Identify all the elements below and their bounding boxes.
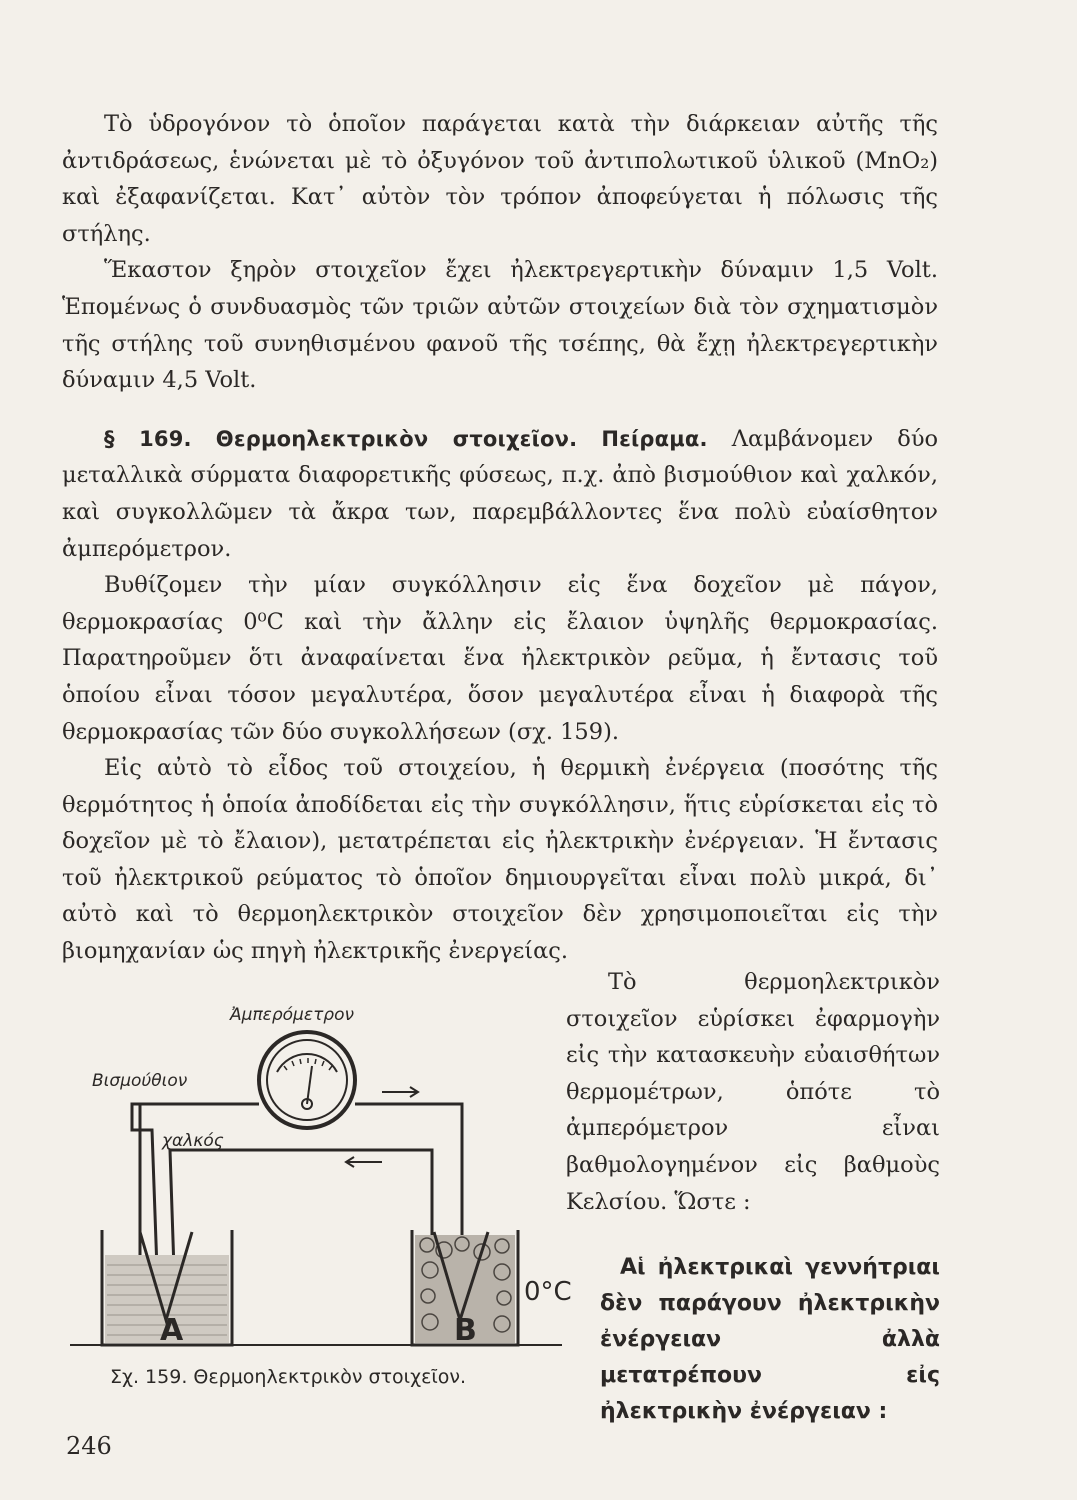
section-number: § 169. <box>104 426 192 451</box>
page-number: 246 <box>66 1432 112 1460</box>
label-b: B <box>454 1313 477 1348</box>
section-169 <box>62 421 938 567</box>
thermocouple-figure <box>62 1000 582 1360</box>
conclusion-text <box>600 1250 940 1430</box>
paragraph-energy: Εἰς αὐτὸ τὸ εἶδος τοῦ στοιχείου, ἡ θερμικὴ ἐνέργεια (ποσότης τῆς θερμότητος ἡ ὁποία ἀποδίδεται εἰς τὴν συγκόλλησιν, ἥτις εὑρίσκεται εἰς τὸ δοχεῖον μὲ τὸ ἔλαιον), μετατρέπεται εἰς ἠλεκτρικὴν ἐνέργειαν. Ἡ ἔντασις τοῦ ἠλεκτρικοῦ ρεύματος τὸ ὁποῖον δημιουργεῖται εἶναι πολὺ μικρά, δι᾽ αὐτὸ καὶ τὸ θερμοηλεκτρικὸν στοιχεῖον δὲν χρησιμοποιεῖται εἰς τὴν βιομηχανίαν ὡς πηγὴ ἠλεκτρικῆς ἐνεργείας. <box>62 755 938 965</box>
oil-container <box>102 1230 232 1348</box>
body-text <box>62 106 938 970</box>
label-a: A <box>160 1313 184 1348</box>
conclusion-paragraph: Αἱ ἠλεκτρικαὶ γεννήτριαι δὲν παράγουν ἠλεκτρικὴν ἐνέργειαν ἀλλὰ μετατρέπουν εἰς ἠλεκτρικὴν ἐνέργειαν : <box>600 1255 940 1424</box>
label-ammeter: Ἀμπερόμετρον <box>230 1005 354 1025</box>
current-arrows <box>346 1087 418 1167</box>
ammeter <box>259 1032 355 1128</box>
label-bismuth: Βισμούθιον <box>92 1071 188 1091</box>
paragraph-dry-cell: Ἕκαστον ξηρὸν στοιχεῖον ἔχει ἠλεκτρεγερτικὴν δύναμιν 1,5 Volt. Ἑπομένως ὁ συνδυασμὸς τῶν τριῶν αὐτῶν στοιχείων διὰ τὸν σχηματισμὸν τῆς στήλης τοῦ συνηθισμένου φανοῦ τῆς τσέπης, θὰ ἔχῃ ἠλεκτρεγερτικὴν δύναμιν 4,5 Volt. <box>62 257 938 394</box>
paragraph-experiment: Βυθίζομεν τὴν μίαν συγκόλλησιν εἰς ἕνα δοχεῖον μὲ πάγον, θερμοκρασίας 0⁰C καὶ τὴν ἄλλην εἰς ἔλαιον ὑψηλῆς θερμοκρασίας. Παρατηροῦμεν ὅτι ἀναφαίνεται ἕνα ἠλεκτρικὸν ρεῦμα, ἡ ἔντασις τοῦ ὁποίου εἶναι τόσον μεγαλυτέρα, ὅσον μεγαλυτέρα εἶναι ἡ διαφορὰ τῆς θερμοκρασίας τῶν δύο συγκολλήσεων (σχ. 159). <box>62 572 938 745</box>
label-copper: χαλκός <box>162 1131 224 1151</box>
section-text: Λαμβάνομεν δύο μεταλλικὰ σύρματα διαφορετικῆς φύσεως, π.χ. ἀπὸ βισμούθιον καὶ χαλκόν, καὶ συγκολλῶμεν τὰ ἄκρα των, παρεμβάλλοντες ἕνα πολὺ εὐαίσθητον ἀμπερόμετρον. <box>62 425 939 562</box>
paragraph-application: Τὸ θερμοηλεκτρικὸν στοιχεῖον εὑρίσκει ἐφαρμογὴν εἰς τὴν κατασκευὴν εὐαισθήτων θερμομέτρων, ὁπότε τὸ ἀμπερόμετρον εἶναι βαθμολογημένον εἰς βαθμοὺς Κελσίου. Ὥστε : <box>566 969 940 1215</box>
label-temperature: 0°C <box>524 1277 572 1307</box>
paragraph-hydrogen: Τὸ ὑδρογόνον τὸ ὁποῖον παράγεται κατὰ τὴν διάρκειαν αὐτῆς τῆς ἀντιδράσεως, ἑνώνεται μὲ τὸ ὀξυγόνον τοῦ ἀντιπολωτικοῦ ὑλικοῦ (MnO₂) καὶ ἐξαφανίζεται. Κατ᾽ αὐτὸν τὸν τρόπον ἀποφεύγεται ἡ πόλωσις τῆς στήλης. <box>62 111 938 247</box>
right-column-text <box>566 964 940 1220</box>
section-lead: Πείραμα. <box>601 426 708 451</box>
ice-container <box>412 1230 572 1348</box>
section-title: Θερμοηλεκτρικὸν στοιχεῖον. <box>215 426 578 451</box>
figure-caption: Σχ. 159. Θερμοηλεκτρικὸν στοιχεῖον. <box>110 1366 467 1388</box>
